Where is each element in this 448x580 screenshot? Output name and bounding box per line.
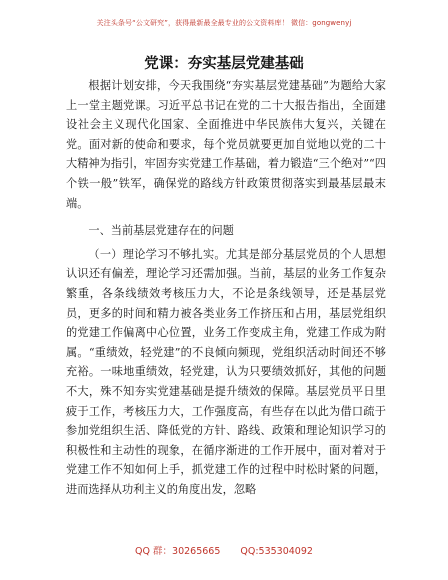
document-title: 党课：夯实基层党建基础 <box>144 56 304 72</box>
footer <box>0 543 448 557</box>
header-banner: 关注头条号“公文研究”，获得最新最全最专业的公文资料库！ 微信：gongwenyj <box>96 19 352 27</box>
section-paragraph: （一）理论学习不够扎实。尤其是部分基层党员的个人思想认识还有偏差，理论学习还需加强。当前，基层的业务工作复杂繁重，各条线绩效考核压力大，不论是条线领导，还是基层党员，更多的时间和精力被各类业务工作挤压和占用，基层党组织的党建工作偏离中心位置，业务工作变成主角，党建工作成为附属。“重绩效，轻党建”的不良倾向频现，党组织活动时间还不够充裕。一味地重绩效，轻党建，认为只要绩效抓好，其他的问题不大，殊不知夯实党建基础是提升绩效的保障。基层党员平日里疲于工作，考核压力大，工作强度高，有些存在以此为借口疏于参加党组织生活、降低党的方针、路线、政策和理论知识学习的积极性和主动性的现象，在循序渐进的工作开展中，面对着对于党建工作不知如何上手，抓党建工作的过程中时松时紧的问题，进而选择从功利主义的角度出发，忽略 <box>66 247 386 496</box>
footer-qq: QQ:535304092 <box>240 546 313 557</box>
section-heading: 一、当前基层党建存在的问题 <box>88 224 234 238</box>
footer-qq-group: QQ 群：30265665 <box>135 546 221 557</box>
intro-paragraph: 根据计划安排，今天我围绕“夯实基层党建基础”为题给大家上一堂主题党课。习近平总书记在党的二十大报告指出，全面建设社会主义现代化国家、全面推进中华民族伟大复兴，关键在党。面对新的使命和要求，每个党员就要更加自觉地以党的二十大精神为指引，牢固夯实党建工作基础，着力锻造“三个绝对”“四个铁一般”铁军，确保党的路线方针政策贯彻落实到最基层最末端。 <box>66 79 386 210</box>
document-body <box>66 76 386 499</box>
